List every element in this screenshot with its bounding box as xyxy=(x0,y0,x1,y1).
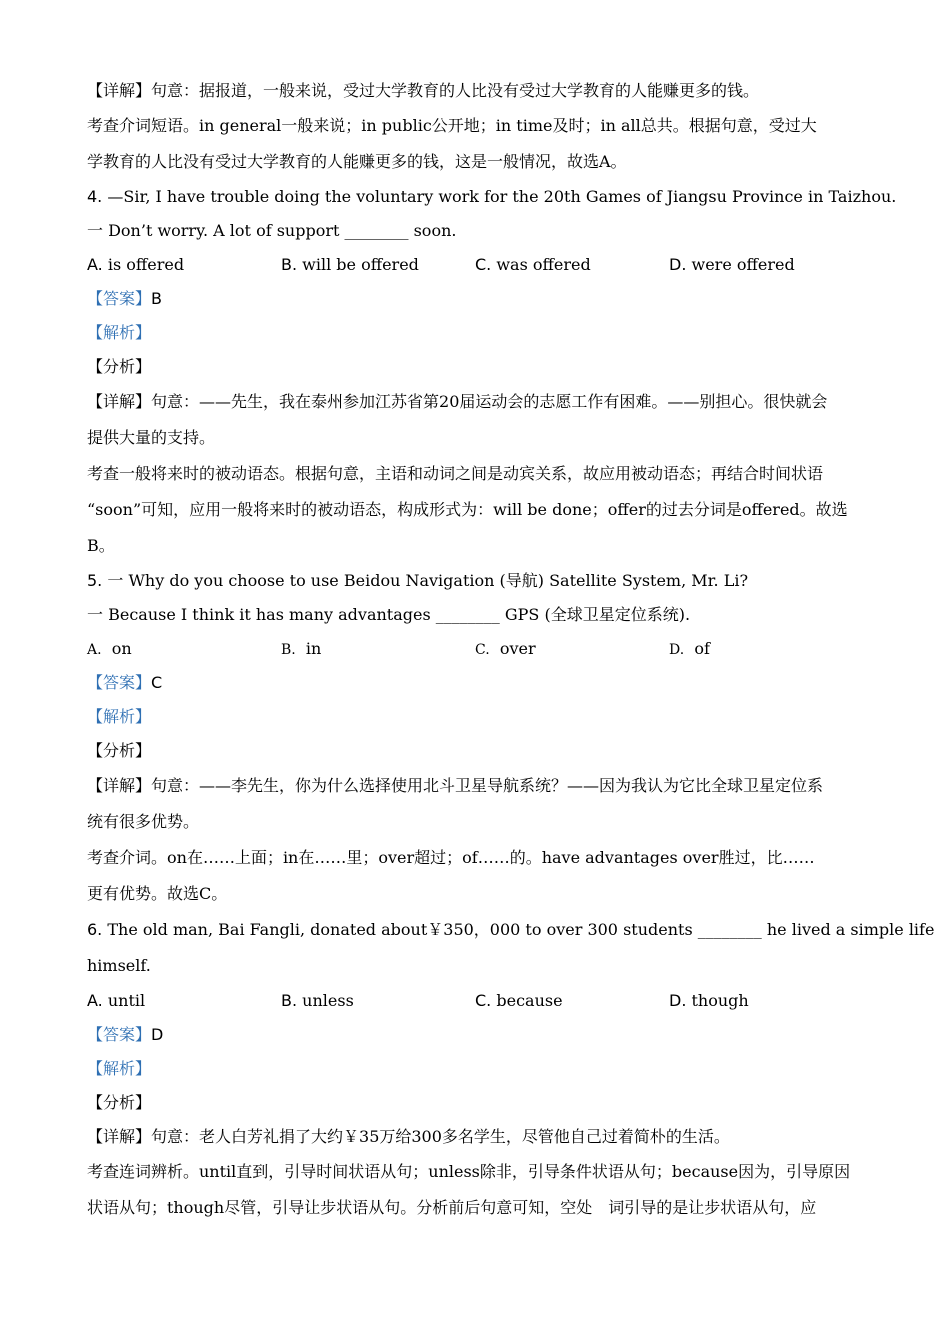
q5-detail-line-1: 【详解】句意：——李先生，你为什么选择使用北斗卫星导航系统？——因为我认为它比全球卫星定位系 xyxy=(87,776,824,795)
answer-value: B xyxy=(151,289,162,308)
question-number: 6. xyxy=(87,920,103,939)
question-number: 5. xyxy=(87,571,103,590)
option-b: B. unless xyxy=(281,991,354,1010)
option-a: A. on xyxy=(87,639,132,658)
option-b: B. in xyxy=(281,639,322,658)
question-stem: —Sir, I have trouble doing the voluntary work for the 20th Games of Jiangsu Province in Taizhou. xyxy=(107,187,897,206)
q6-options xyxy=(87,984,867,1018)
question-number: 4. xyxy=(87,187,103,206)
q4-analysis-tag: 【解析】 xyxy=(87,323,152,342)
option-a: A. is offered xyxy=(87,255,185,274)
q6-answer xyxy=(87,1018,867,1052)
detail-tag: 【详解】 xyxy=(87,81,152,100)
option-d: D. of xyxy=(669,639,710,658)
question-stem: 一 Why do you choose to use Beidou Navigation (导航) Satellite System, Mr. Li? xyxy=(107,571,749,590)
q5-stem-line-1 xyxy=(87,564,867,598)
answer-tag: 【答案】 xyxy=(87,289,152,308)
option-d: D. were offered xyxy=(669,255,795,274)
q5-analysis-tag: 【解析】 xyxy=(87,707,152,726)
q5-fenxi-tag: 【分析】 xyxy=(87,741,152,760)
q5-detail-line-2: 统有很多优势。 xyxy=(87,812,200,831)
detail-text: 句意：据报道，一般来说，受过大学教育的人比没有受过大学教育的人能赚更多的钱。 xyxy=(151,81,760,100)
q6-explain-line-1: 考查连词辨析。until直到，引导时间状语从句；unless除非，引导条件状语从句；because因为，引导原因 xyxy=(87,1162,851,1181)
q4-detail-line-2: 提供大量的支持。 xyxy=(87,428,216,447)
q5-explain-line-1: 考查介词。on在……上面；in在……里；over超过；of……的。have advantages over胜过，比…… xyxy=(87,848,815,867)
q4-detail-line-1: 【详解】句意：——先生，我在泰州参加江苏省第20届运动会的志愿工作有困难。——别担心。很快就会 xyxy=(87,392,828,411)
question-stem: The old man, Bai Fangli, donated about￥350，000 to over 300 students ________ he lived a simple life xyxy=(107,920,935,939)
detail-tag: 【详解】 xyxy=(87,1127,152,1146)
q5-options xyxy=(87,632,867,666)
option-b: B. will be offered xyxy=(281,255,419,274)
q6-detail: 【详解】句意：老人白芳礼捐了大约￥35万给300多名学生，尽管他自己过着简朴的生活。 xyxy=(87,1127,730,1146)
option-c: C. over xyxy=(475,639,536,658)
q6-fenxi-tag: 【分析】 xyxy=(87,1093,152,1112)
q4-answer xyxy=(87,282,867,316)
q6-explain-line-2: 状语从句；though尽管，引导让步状语从句。分析前后句意可知，空处 词引导的是让步状语从句，应 xyxy=(87,1198,817,1217)
answer-value: C xyxy=(151,673,163,692)
q6-stem-line-1 xyxy=(87,912,935,948)
answer-tag: 【答案】 xyxy=(87,1025,152,1044)
q4-explain-line-1: 考查一般将来时的被动语态。根据句意，主语和动词之间是动宾关系，故应用被动语态；再结合时间状语 xyxy=(87,464,824,483)
q4-fenxi-tag: 【分析】 xyxy=(87,357,152,376)
q3-detail xyxy=(87,74,867,108)
q5-answer xyxy=(87,666,867,700)
answer-value: D xyxy=(151,1025,164,1044)
detail-tag: 【详解】 xyxy=(87,392,152,411)
q3-explain-line-2: 学教育的人比没有受过大学教育的人能赚更多的钱，这是一般情况，故选A。 xyxy=(87,152,627,171)
q5-stem-line-2: 一 Because I think it has many advantages ________ GPS (全球卫星定位系统). xyxy=(87,605,691,624)
option-c: C. because xyxy=(475,991,563,1010)
q5-explain-line-2: 更有优势。故选C。 xyxy=(87,884,228,903)
q6-stem-line-2: himself. xyxy=(87,956,151,975)
q4-explain-line-2: “soon”可知，应用一般将来时的被动语态，构成形式为：will be done；offer的过去分词是offered。故选 xyxy=(87,500,848,519)
q6-analysis-tag: 【解析】 xyxy=(87,1059,152,1078)
q4-explain-line-3: B。 xyxy=(87,536,115,555)
answer-tag: 【答案】 xyxy=(87,673,152,692)
q4-stem-line-1 xyxy=(87,180,897,214)
option-c: C. was offered xyxy=(475,255,591,274)
q3-explain-line-1: 考查介词短语。in general一般来说；in public公开地；in time及时；in all总共。根据句意，受过大 xyxy=(87,116,817,135)
document-page xyxy=(87,74,935,1226)
q4-options xyxy=(87,248,867,282)
option-a: A. until xyxy=(87,991,146,1010)
option-d: D. though xyxy=(669,991,749,1010)
q4-stem-line-2: 一 Don’t worry. A lot of support ________ soon. xyxy=(87,221,457,240)
detail-tag: 【详解】 xyxy=(87,776,152,795)
